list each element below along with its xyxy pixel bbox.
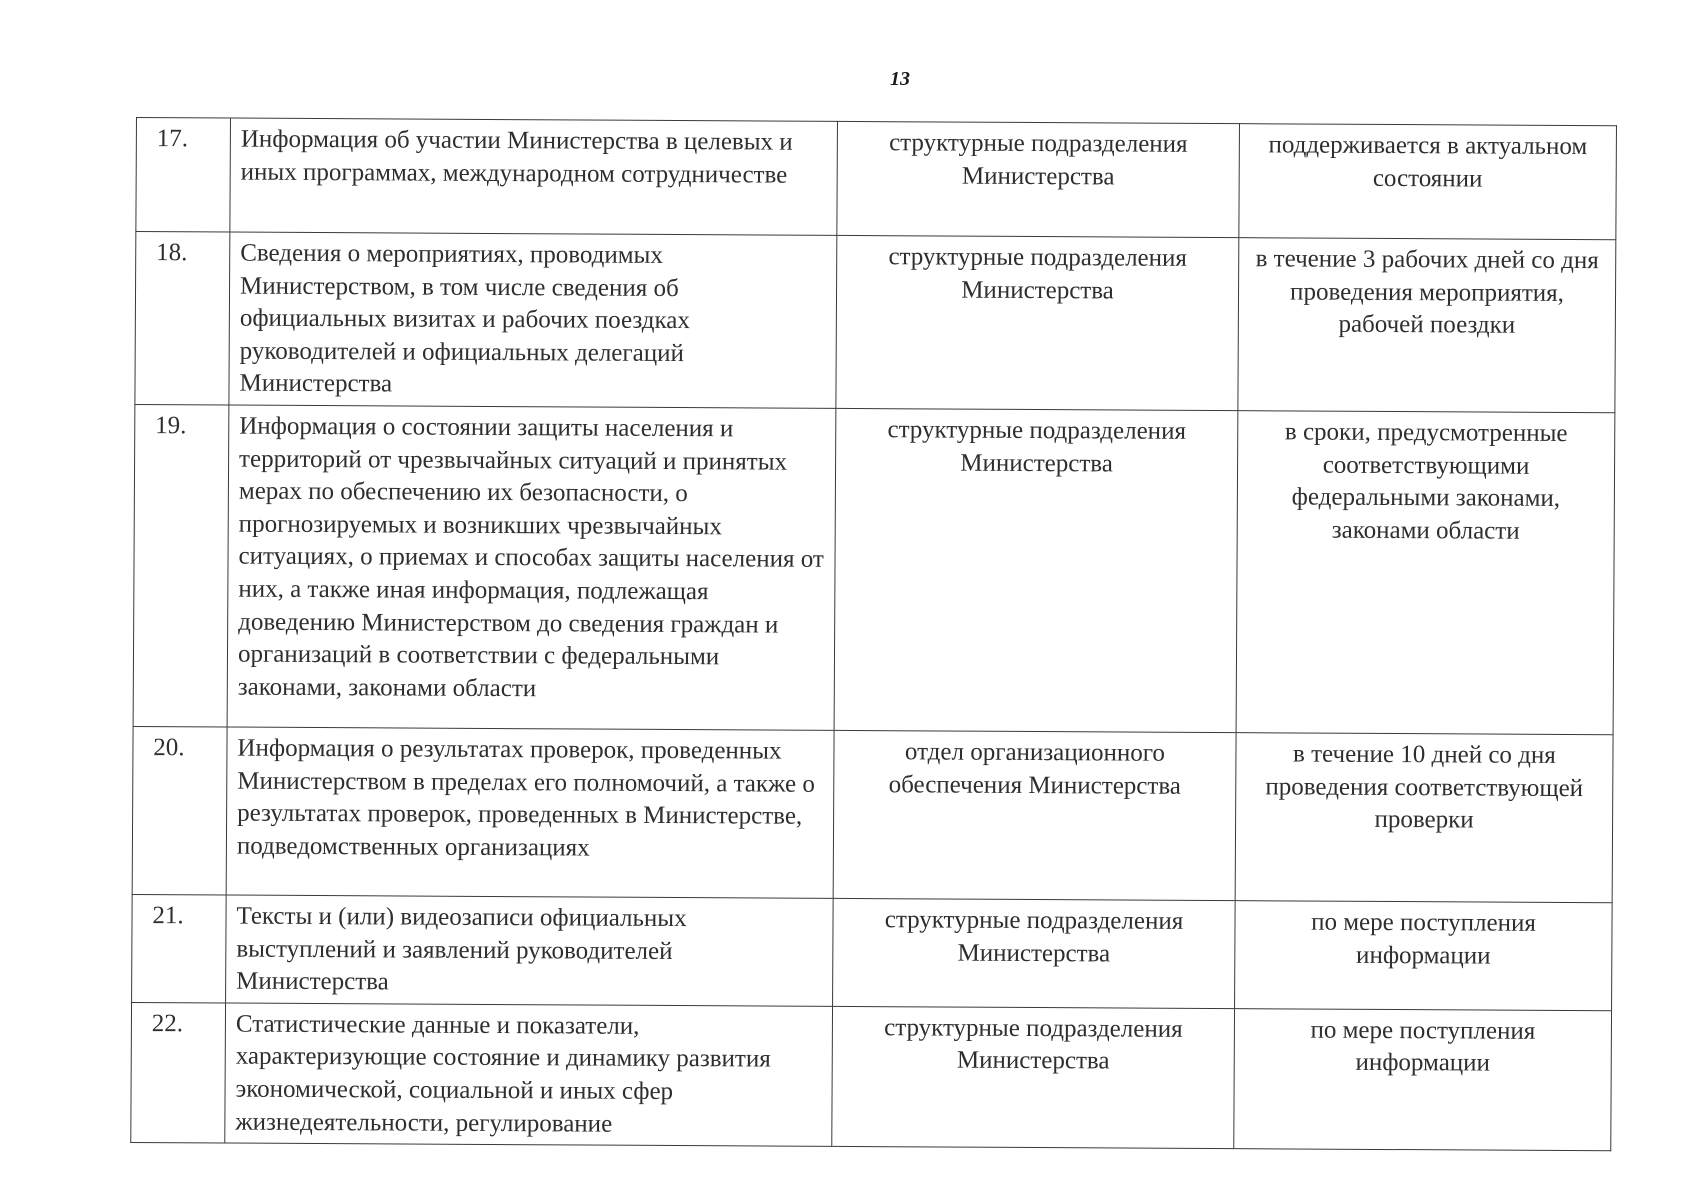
row-number: 17. <box>136 118 231 233</box>
information-description: Статистические данные и показатели, характеризующие состояние и динамику развития экономической, социальной и иных сфер жизнедеятельности, регулирование <box>225 1003 833 1147</box>
row-number: 19. <box>133 404 229 727</box>
responsible-unit: отдел организационного обеспечения Министерства <box>833 730 1236 900</box>
information-description: Сведения о мероприятиях, проводимых Министерством, в том числе сведения об официальных визитах и рабочих поездках руководителей и официальных делегаций Министерства <box>229 232 837 408</box>
row-number: 20. <box>132 726 227 895</box>
responsible-unit: структурные подразделения Министерства <box>832 1006 1235 1149</box>
table-row <box>131 1002 1612 1151</box>
table-row <box>135 232 1616 413</box>
row-number: 18. <box>135 232 230 405</box>
update-term: по мере поступления информации <box>1234 1008 1612 1150</box>
information-description: Информация о результатах проверок, проведенных Министерством в пределах его полномочий, а также о результатах проверок, проведенных в Министерстве, подведомственных организациях <box>226 727 834 898</box>
row-number: 21. <box>132 894 227 1002</box>
update-term: по мере поступления информации <box>1235 901 1613 1011</box>
page-number: 13 <box>890 68 910 90</box>
row-number: 22. <box>131 1002 226 1143</box>
information-description: Информация о состоянии защиты населения и территорий от чрезвычайных ситуаций и принятых мерах по обеспечению их безопасности, о прогнозируемых и возникших чрезвычайных ситуациях, о приемах и способах защиты населения от них, а также иная информация, подлежащая доведению Министерством до сведения граждан и организаций в соответствии с федеральными законами, законами области <box>227 405 836 730</box>
responsible-unit: структурные подразделения Министерства <box>837 121 1240 237</box>
update-term: поддерживается в актуальном состоянии <box>1239 124 1617 240</box>
table-row <box>133 404 1615 734</box>
table-row <box>132 726 1613 902</box>
update-term: в сроки, предусмотренные соответствующими федеральными законами, законами области <box>1236 411 1615 735</box>
information-table <box>130 117 1617 1151</box>
update-term: в течение 10 дней со дня проведения соответствующей проверки <box>1235 733 1613 903</box>
responsible-unit: структурные подразделения Министерства <box>836 235 1239 410</box>
responsible-unit: структурные подразделения Министерства <box>834 408 1238 732</box>
responsible-unit: структурные подразделения Министерства <box>833 898 1236 1008</box>
table-row <box>132 894 1613 1010</box>
information-description: Информация об участии Министерства в целевых и иных программах, международном сотрудничестве <box>230 118 838 235</box>
update-term: в течение 3 рабочих дней со дня проведения мероприятия, рабочей поездки <box>1238 238 1616 413</box>
table-row <box>136 118 1617 240</box>
information-description: Тексты и (или) видеозаписи официальных выступлений и заявлений руководителей Министерства <box>226 895 834 1006</box>
